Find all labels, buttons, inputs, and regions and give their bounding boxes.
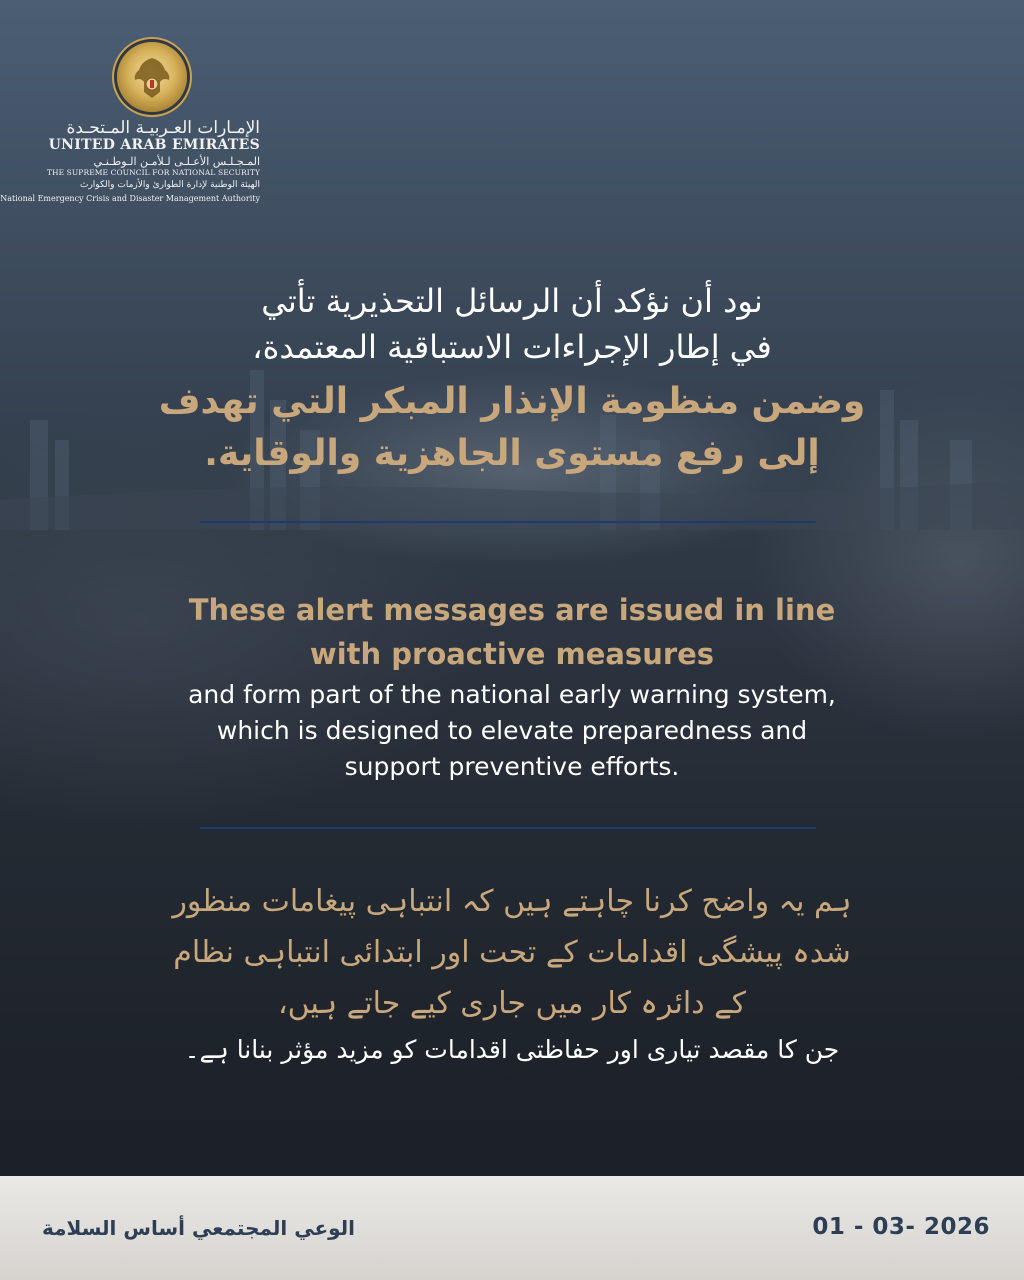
divider-top bbox=[200, 521, 816, 523]
divider-bottom bbox=[200, 827, 816, 829]
footer-bar bbox=[0, 1176, 1024, 1280]
arabic-message bbox=[90, 278, 934, 480]
english-message bbox=[60, 588, 964, 784]
arabic-highlight-line-2: إلى رفع مستوى الجاهزية والوقاية. bbox=[204, 433, 820, 474]
english-highlight-line-1: These alert messages are issued in line bbox=[188, 593, 836, 627]
english-highlight-line-2: with proactive measures bbox=[309, 637, 715, 671]
arabic-highlight-line-1: وضمن منظومة الإنذار المبكر التي تهدف bbox=[158, 381, 866, 422]
arabic-line-2: في إطار الإجراءات الاستباقية المعتمدة، bbox=[252, 328, 772, 366]
urdu-highlight-line-3: کے دائرہ کار میں جاری کیے جاتے ہیں، bbox=[278, 986, 746, 1021]
logo-arabic-authority: الهيئة الوطنية لإدارة الطوارئ والأزمات والكوارث bbox=[79, 180, 260, 190]
urdu-line-4: جن کا مقصد تیاری اور حفاظتی اقدامات کو مزید مؤثر بنانا ہے۔ bbox=[184, 1035, 840, 1064]
english-line-4: which is designed to elevate preparedness and bbox=[216, 716, 808, 745]
english-line-5: support preventive efforts. bbox=[344, 752, 680, 781]
uae-emblem-icon bbox=[117, 42, 187, 112]
logo-arabic-country: الإمـارات العـربيـة المـتحـدة bbox=[66, 118, 260, 138]
urdu-highlight-line-1: ہم یہ واضح کرنا چاہتے ہیں کہ انتباہی پیغامات منظور bbox=[172, 884, 852, 919]
logo-english-country: UNITED ARAB EMIRATES bbox=[48, 137, 260, 153]
english-line-3: and form part of the national early warning system, bbox=[188, 680, 836, 709]
logo-arabic-council: المـجـلـس الأعـلـى لـلأمـن الـوطـنـي bbox=[93, 155, 260, 168]
urdu-message bbox=[90, 876, 934, 1069]
footer-slogan: الوعي المجتمعي أساس السلامة bbox=[42, 1216, 356, 1240]
arabic-line-1: نود أن نؤكد أن الرسائل التحذيرية تأتي bbox=[261, 282, 763, 320]
urdu-highlight-line-2: شدہ پیشگی اقدامات کے تحت اور ابتدائی انتباہی نظام bbox=[173, 935, 851, 970]
logo-english-council: THE SUPREME COUNCIL FOR NATIONAL SECURITY bbox=[46, 168, 260, 177]
footer-date: 01 - 03- 2026 bbox=[812, 1214, 990, 1240]
logo-english-authority: National Emergency Crisis and Disaster Management Authority bbox=[0, 194, 260, 203]
uae-ncema-logo bbox=[0, 42, 260, 212]
